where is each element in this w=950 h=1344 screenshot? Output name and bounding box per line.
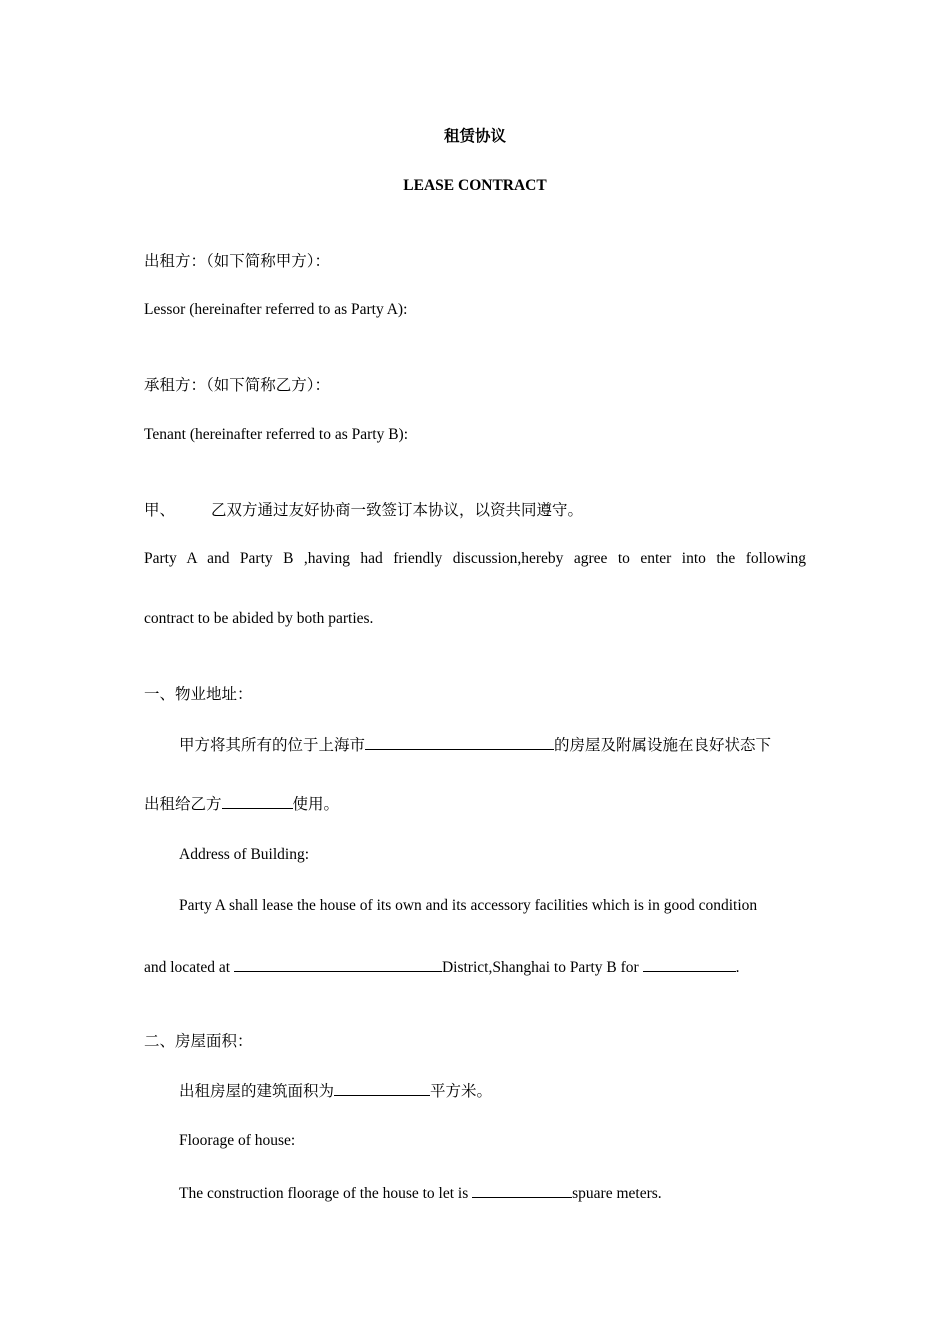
intro-paragraph-en-line1: Party A and Party B ,having had friendly discussion,hereby agree to enter into the following [144, 550, 806, 567]
address-blank-en[interactable] [234, 956, 442, 972]
section1-cn-text-d: 使用。 [292, 796, 340, 813]
section2-en-text-b: spuare meters. [572, 1185, 662, 1202]
section1-cn-line1 [179, 734, 806, 756]
intro-cn-text: 乙双方通过友好协商一致签订本协议，以资共同遵守。 [211, 502, 584, 519]
section1-en-text-b: District,Shanghai to Party B for [441, 959, 643, 976]
section2-cn-line [179, 1080, 806, 1102]
section1-cn-text-c: 出租给乙方 [144, 796, 222, 813]
section2-cn-text-b: 平方米。 [430, 1083, 493, 1100]
intro-paragraph-cn [144, 501, 806, 521]
usage-blank-cn[interactable] [222, 793, 293, 809]
floorage-blank-cn[interactable] [334, 1080, 430, 1096]
lessor-label-cn: 出租方：（如下简称甲方）： [144, 253, 331, 270]
section1-cn-text-a: 甲方将其所有的位于上海市 [179, 737, 366, 754]
section1-en-line1: Party A shall lease the house of its own and its accessory facilities which is in good condition [179, 897, 758, 914]
tenant-label-cn: 承租方：（如下简称乙方）： [144, 377, 331, 394]
floorage-blank-en[interactable] [472, 1182, 572, 1198]
section1-en-line2 [144, 956, 806, 978]
section2-en-text-a: The construction floorage of the house to let is [179, 1185, 473, 1202]
section2-en-line [179, 1182, 806, 1204]
intro-paragraph-en-line2: contract to be abided by both parties. [144, 610, 374, 627]
lessor-label-en: Lessor (hereinafter referred to as Party A): [144, 301, 408, 318]
intro-cn-prefix: 甲、 [144, 502, 176, 519]
title-chinese: 租赁协议 [443, 128, 506, 145]
usage-blank-en[interactable] [643, 956, 736, 972]
section1-heading: 一、物业地址： [144, 686, 253, 703]
section1-en-text-a: and located at [144, 959, 234, 976]
tenant-label-en: Tenant (hereinafter referred to as Party B): [144, 426, 409, 443]
section1-cn-line2 [144, 793, 806, 815]
section2-heading: 二、房屋面积： [144, 1033, 253, 1050]
section2-en-heading: Floorage of house: [179, 1132, 296, 1149]
section1-cn-text-b: 的房屋及附属设施在良好状态下 [554, 737, 772, 754]
address-blank-cn[interactable] [365, 734, 554, 750]
section1-en-heading: Address of Building: [179, 846, 310, 863]
section2-cn-text-a: 出租房屋的建筑面积为 [179, 1083, 335, 1100]
section1-en-text-c: . [735, 959, 740, 976]
title-english: LEASE CONTRACT [403, 177, 547, 194]
